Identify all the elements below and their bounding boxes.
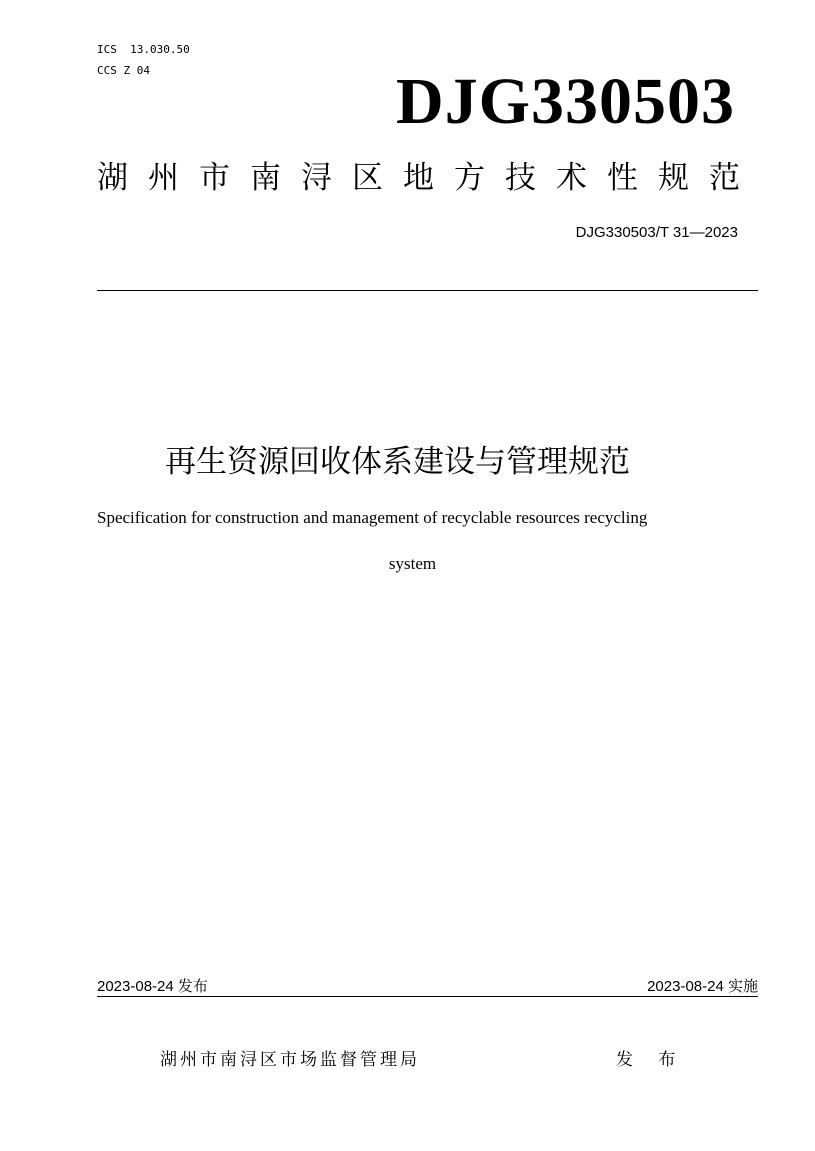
header-divider — [97, 290, 758, 291]
issuing-authority: 湖州市南浔区市场监督管理局 — [160, 1050, 420, 1070]
document-title-chinese: 再生资源回收体系建设与管理规范 — [165, 444, 630, 480]
ics-code: ICS 13.030.50 — [97, 43, 190, 56]
issue-label: 发布 — [177, 977, 208, 995]
implementation-date-group — [647, 976, 758, 997]
english-title-line-1: Specification for construction and management of recyclable resources recycling — [97, 508, 648, 527]
ccs-code: CCS Z 04 — [97, 64, 150, 77]
specification-type: 湖州市南浔区地方技术性规范 — [97, 160, 760, 196]
standard-number: DJG330503/T 31—2023 — [575, 224, 738, 241]
document-title-english — [97, 495, 758, 587]
issue-date-group — [97, 976, 208, 997]
english-title-line-2: system — [388, 554, 437, 573]
implementation-label: 实施 — [727, 977, 758, 995]
standard-code-large: DJG330503 — [396, 65, 735, 138]
issue-word: 发 布 — [616, 1050, 686, 1070]
footer-divider — [97, 996, 758, 997]
implementation-date: 2023-08-24 — [647, 978, 724, 995]
issue-date: 2023-08-24 — [97, 978, 174, 995]
date-row — [97, 976, 758, 996]
